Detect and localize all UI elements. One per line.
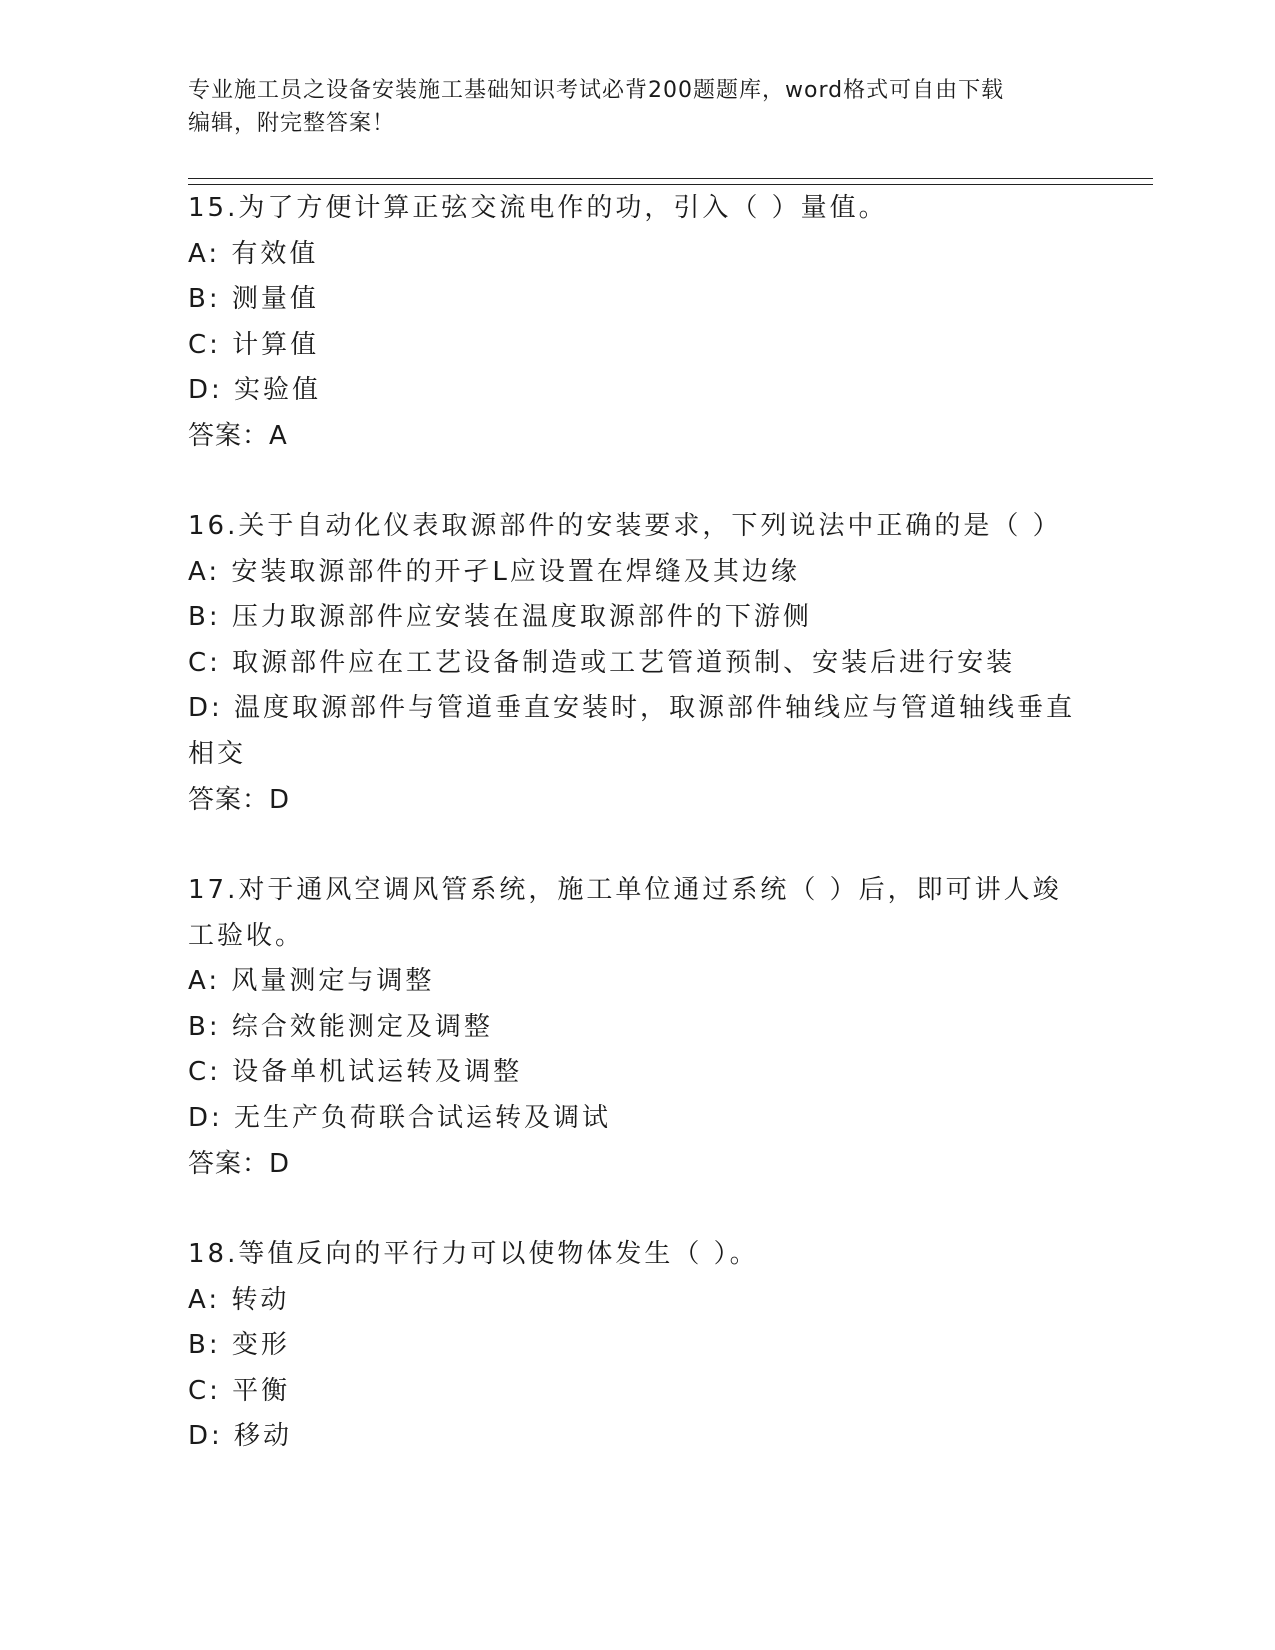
header-divider-bottom (188, 184, 1153, 185)
question-16 (188, 504, 1088, 823)
option-a: A: 转动 (188, 1284, 290, 1315)
header-line-2: 编辑，附完整答案！ (188, 111, 396, 136)
option-b: B: 变形 (188, 1330, 290, 1361)
document-header (188, 74, 1088, 140)
option-b: B: 测量值 (188, 284, 319, 315)
option-b: B: 压力取源部件应安装在温度取源部件的下游侧 (188, 602, 812, 633)
question-18 (188, 1232, 1088, 1460)
option-d: D: 实验值 (188, 375, 322, 406)
header-line-1: 专业施工员之设备安装施工基础知识考试必背200题题库，word格式可自由下载 (188, 78, 1005, 103)
answer: 答案：A (188, 420, 288, 451)
option-c: C: 计算值 (188, 329, 320, 360)
header-divider-top (188, 178, 1153, 179)
option-d: D: 温度取源部件与管道垂直安装时，取源部件轴线应与管道轴线垂直 (188, 693, 1076, 724)
option-a: A: 风量测定与调整 (188, 966, 435, 997)
question-17 (188, 868, 1088, 1187)
answer: 答案：D (188, 784, 291, 815)
question-stem: 18.等值反向的平行力可以使物体发生（ ）。 (188, 1239, 759, 1269)
option-d: D: 移动 (188, 1421, 293, 1452)
option-d-continued: 相交 (188, 738, 247, 769)
option-d: D: 无生产负荷联合试运转及调试 (188, 1102, 612, 1133)
question-stem: 17.对于通风空调风管系统，施工单位通过系统（ ）后，即可讲人竣 (188, 875, 1062, 905)
answer: 答案：D (188, 1148, 291, 1179)
option-c: C: 设备单机试运转及调整 (188, 1057, 523, 1088)
option-c: C: 取源部件应在工艺设备制造或工艺管道预制、安装后进行安装 (188, 647, 1016, 678)
option-c: C: 平衡 (188, 1375, 291, 1406)
question-stem: 16.关于自动化仪表取源部件的安装要求，下列说法中正确的是（ ） (188, 511, 1062, 541)
option-a: A: 有效值 (188, 238, 319, 269)
question-stem-continued: 工验收。 (188, 920, 305, 951)
option-a: A: 安装取源部件的开孑L应设置在焊缝及其边缘 (188, 556, 800, 587)
question-15 (188, 186, 1088, 460)
option-b: B: 综合效能测定及调整 (188, 1011, 493, 1042)
question-stem: 15.为了方便计算正弦交流电作的功，引入（ ）量值。 (188, 193, 888, 223)
